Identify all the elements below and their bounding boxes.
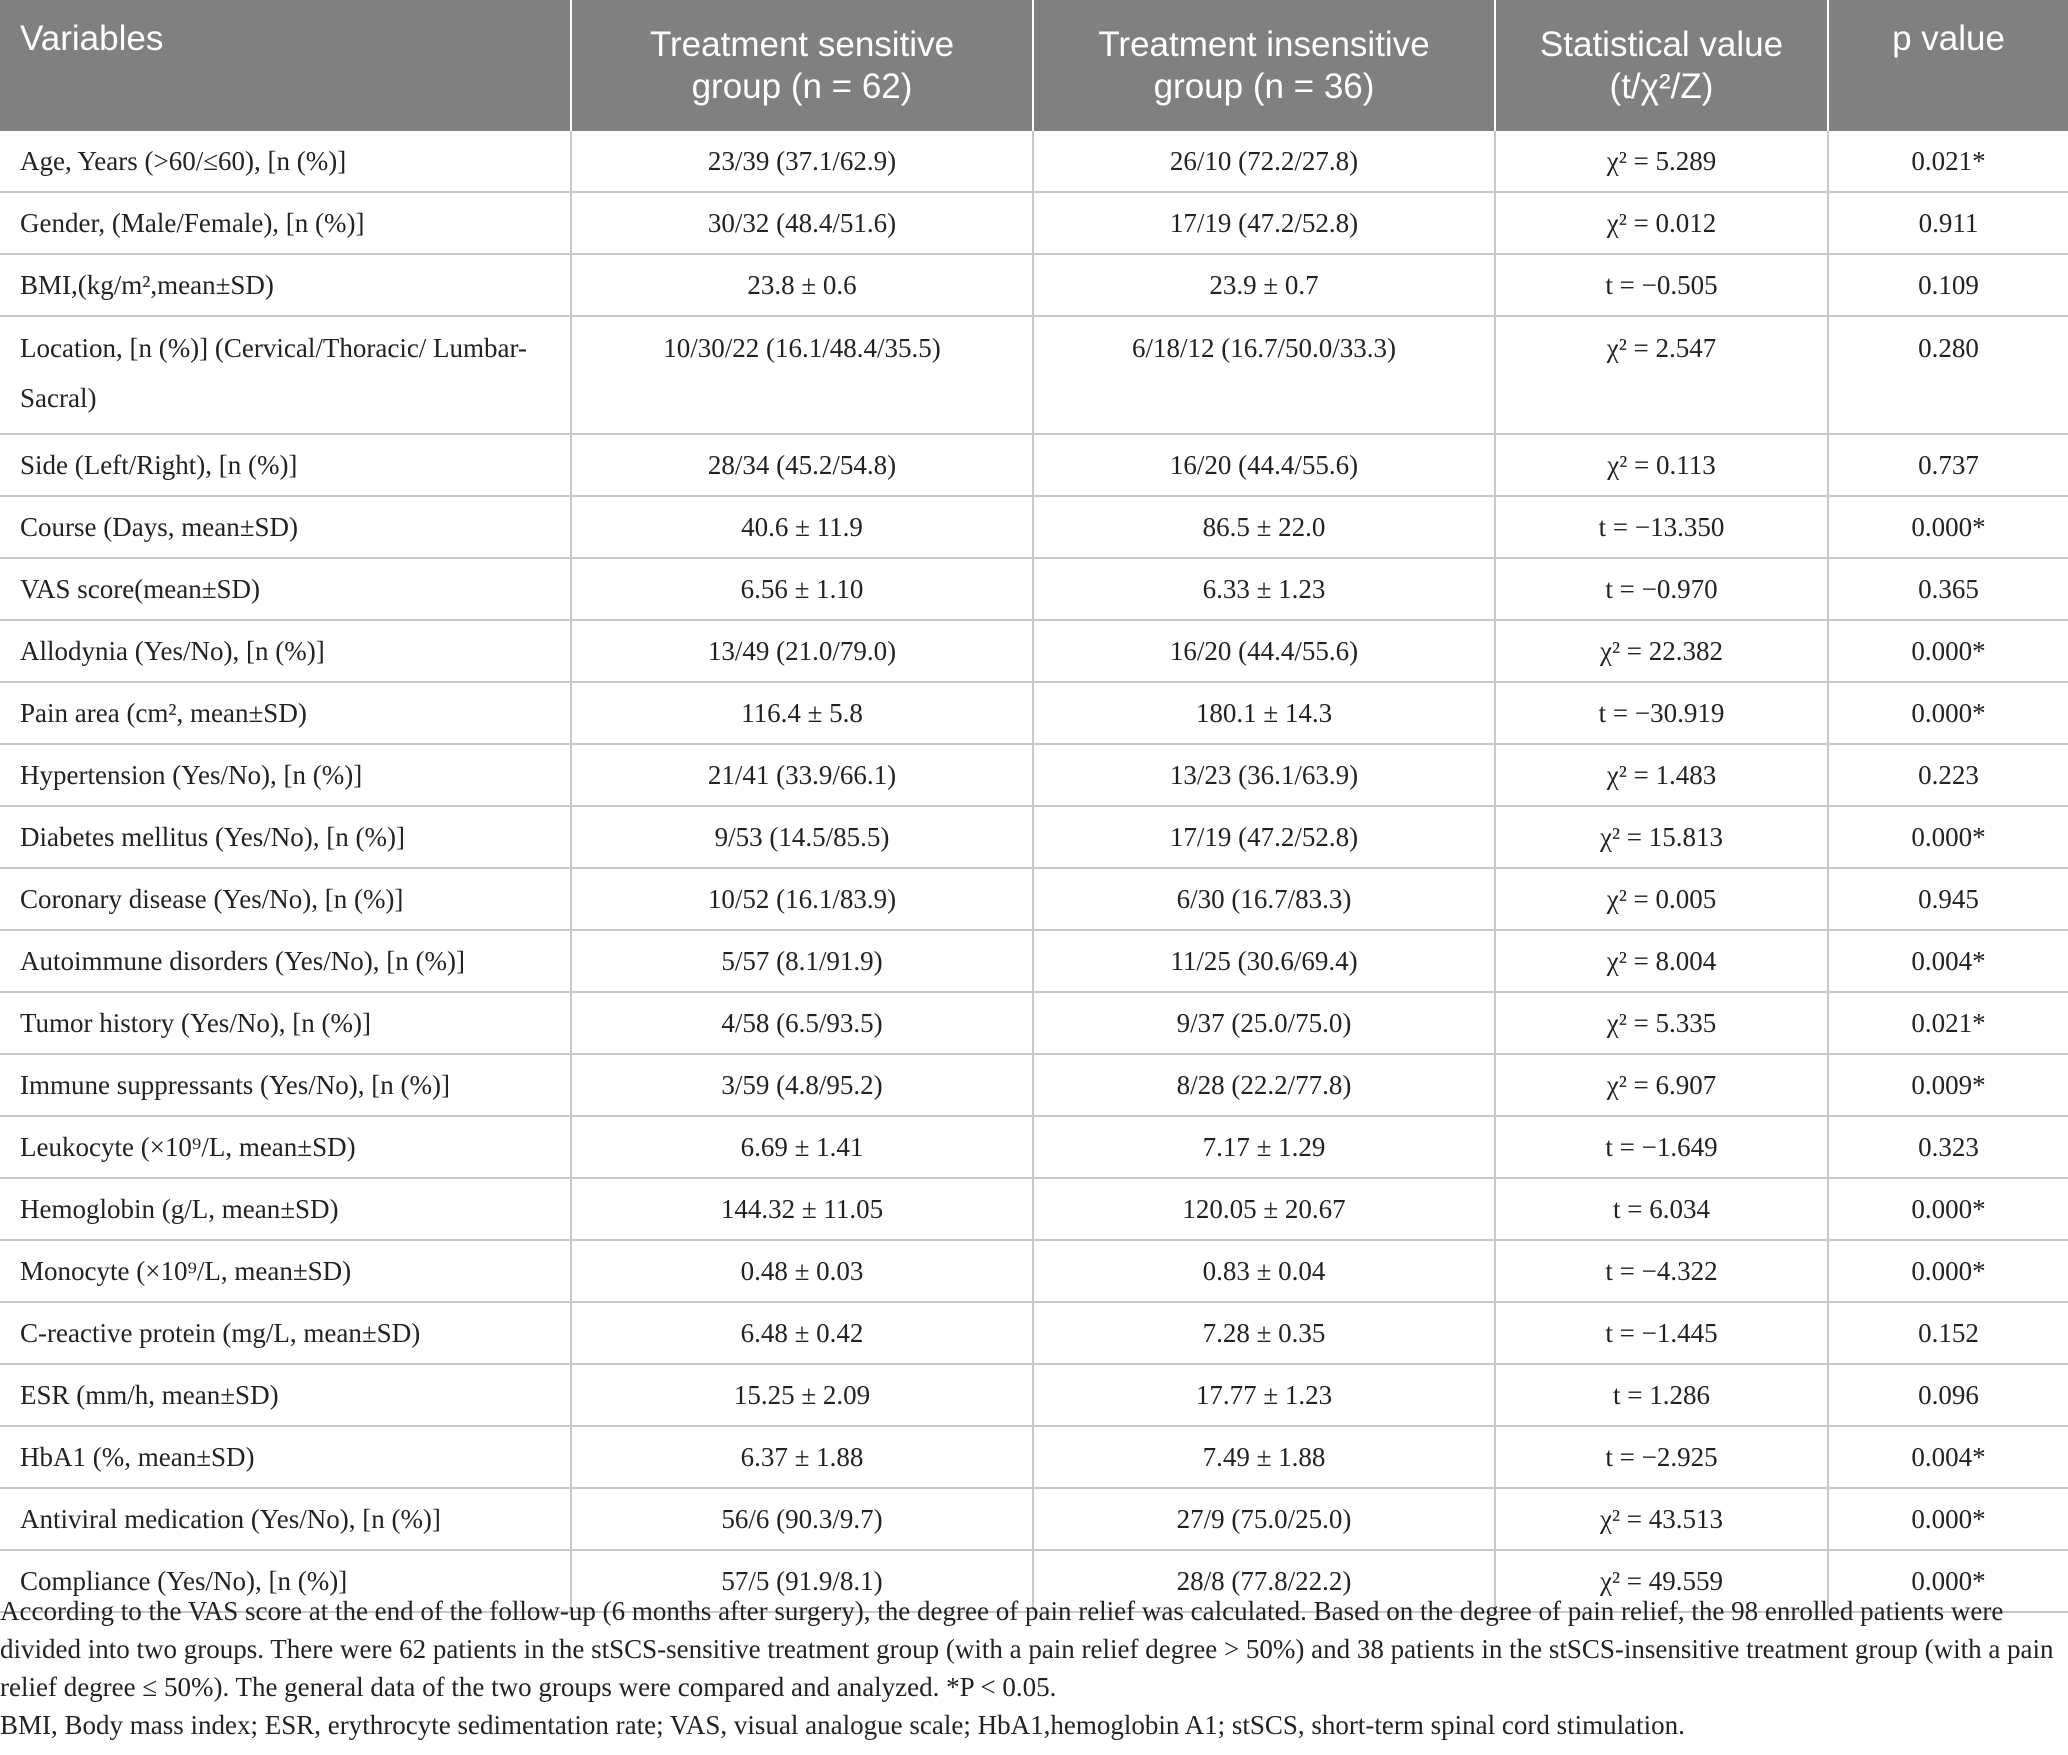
table-footnote — [0, 1592, 2058, 1744]
header-sensitive-group: Treatment sensitive group (n = 62) — [571, 0, 1033, 131]
table-row — [0, 1240, 2068, 1302]
cell-statistic: χ² = 0.012 — [1495, 192, 1828, 254]
cell-sensitive: 6.48 ± 0.42 — [571, 1302, 1033, 1364]
cell-insensitive: 9/37 (25.0/75.0) — [1033, 992, 1495, 1054]
cell-variable: Side (Left/Right), [n (%)] — [0, 434, 571, 496]
cell-p-value: 0.911 — [1828, 192, 2068, 254]
cell-insensitive: 11/25 (30.6/69.4) — [1033, 930, 1495, 992]
footnote-abbreviations: BMI, Body mass index; ESR, erythrocyte sedimentation rate; VAS, visual analogue scale; HbA1,hemoglobin A1; stSCS, short-term spinal cord stimulation. — [0, 1710, 1685, 1740]
cell-p-value: 0.096 — [1828, 1364, 2068, 1426]
cell-statistic: t = −2.925 — [1495, 1426, 1828, 1488]
cell-variable: Gender, (Male/Female), [n (%)] — [0, 192, 571, 254]
cell-variable: Location, [n (%)] (Cervical/Thoracic/ Lumbar-Sacral) — [0, 316, 571, 434]
cell-p-value: 0.004* — [1828, 1426, 2068, 1488]
cell-p-value: 0.009* — [1828, 1054, 2068, 1116]
cell-p-value: 0.021* — [1828, 131, 2068, 192]
cell-statistic: χ² = 5.335 — [1495, 992, 1828, 1054]
cell-sensitive: 3/59 (4.8/95.2) — [571, 1054, 1033, 1116]
cell-sensitive: 10/52 (16.1/83.9) — [571, 868, 1033, 930]
cell-insensitive: 17/19 (47.2/52.8) — [1033, 806, 1495, 868]
cell-insensitive: 180.1 ± 14.3 — [1033, 682, 1495, 744]
cell-sensitive: 4/58 (6.5/93.5) — [571, 992, 1033, 1054]
cell-variable: Antiviral medication (Yes/No), [n (%)] — [0, 1488, 571, 1550]
table-row — [0, 868, 2068, 930]
cell-variable: ESR (mm/h, mean±SD) — [0, 1364, 571, 1426]
table-row — [0, 1488, 2068, 1550]
cell-p-value: 0.004* — [1828, 930, 2068, 992]
cell-variable: Immune suppressants (Yes/No), [n (%)] — [0, 1054, 571, 1116]
table-body — [0, 131, 2068, 1612]
table-row — [0, 620, 2068, 682]
cell-insensitive: 86.5 ± 22.0 — [1033, 496, 1495, 558]
cell-sensitive: 23/39 (37.1/62.9) — [571, 131, 1033, 192]
cell-variable: Tumor history (Yes/No), [n (%)] — [0, 992, 571, 1054]
table-row — [0, 1054, 2068, 1116]
cell-statistic: χ² = 22.382 — [1495, 620, 1828, 682]
cell-variable: Course (Days, mean±SD) — [0, 496, 571, 558]
cell-insensitive: 7.17 ± 1.29 — [1033, 1116, 1495, 1178]
header-insensitive-group: Treatment insensitive group (n = 36) — [1033, 0, 1495, 131]
footnote-note: According to the VAS score at the end of the follow-up (6 months after surgery), the degree of pain relief was calculated. Based on the degree of pain relief, the 98 enrolled patients were divided into two groups. There were 62 patients in the stSCS-sensitive treatment group (with a pain relief degree > 50%) and 38 patients in the stSCS-insensitive treatment group (with a pain relief degree ≤ 50%). The general data of the two groups were compared and analyzed. *P < 0.05. — [0, 1596, 2054, 1702]
cell-variable: VAS score(mean±SD) — [0, 558, 571, 620]
cell-statistic: χ² = 49.559 — [1495, 1550, 1828, 1612]
cell-insensitive: 27/9 (75.0/25.0) — [1033, 1488, 1495, 1550]
cell-variable: HbA1 (%, mean±SD) — [0, 1426, 571, 1488]
cell-variable: Diabetes mellitus (Yes/No), [n (%)] — [0, 806, 571, 868]
cell-insensitive: 0.83 ± 0.04 — [1033, 1240, 1495, 1302]
cell-sensitive: 57/5 (91.9/8.1) — [571, 1550, 1033, 1612]
table-row — [0, 1178, 2068, 1240]
cell-statistic: χ² = 15.813 — [1495, 806, 1828, 868]
cell-p-value: 0.000* — [1828, 620, 2068, 682]
cell-sensitive: 6.69 ± 1.41 — [571, 1116, 1033, 1178]
table-row — [0, 1116, 2068, 1178]
cell-sensitive: 15.25 ± 2.09 — [571, 1364, 1033, 1426]
cell-p-value: 0.000* — [1828, 496, 2068, 558]
cell-insensitive: 17.77 ± 1.23 — [1033, 1364, 1495, 1426]
cell-variable: Monocyte (×10⁹/L, mean±SD) — [0, 1240, 571, 1302]
cell-sensitive: 28/34 (45.2/54.8) — [571, 434, 1033, 496]
cell-sensitive: 0.48 ± 0.03 — [571, 1240, 1033, 1302]
cell-insensitive: 17/19 (47.2/52.8) — [1033, 192, 1495, 254]
table-row — [0, 1364, 2068, 1426]
cell-statistic: χ² = 1.483 — [1495, 744, 1828, 806]
cell-sensitive: 23.8 ± 0.6 — [571, 254, 1033, 316]
cell-sensitive: 13/49 (21.0/79.0) — [571, 620, 1033, 682]
cell-statistic: χ² = 0.113 — [1495, 434, 1828, 496]
table-row — [0, 1426, 2068, 1488]
cell-statistic: t = −4.322 — [1495, 1240, 1828, 1302]
cell-sensitive: 40.6 ± 11.9 — [571, 496, 1033, 558]
cell-variable: Leukocyte (×10⁹/L, mean±SD) — [0, 1116, 571, 1178]
cell-variable: Age, Years (>60/≤60), [n (%)] — [0, 131, 571, 192]
table-row — [0, 131, 2068, 192]
cell-p-value: 0.000* — [1828, 1488, 2068, 1550]
table-row — [0, 316, 2068, 434]
cell-p-value: 0.021* — [1828, 992, 2068, 1054]
table-row — [0, 254, 2068, 316]
cell-sensitive: 56/6 (90.3/9.7) — [571, 1488, 1033, 1550]
cell-p-value: 0.000* — [1828, 1240, 2068, 1302]
table-row — [0, 806, 2068, 868]
cell-sensitive: 30/32 (48.4/51.6) — [571, 192, 1033, 254]
cell-statistic: t = −30.919 — [1495, 682, 1828, 744]
cell-insensitive: 26/10 (72.2/27.8) — [1033, 131, 1495, 192]
cell-p-value: 0.000* — [1828, 1550, 2068, 1612]
cell-p-value: 0.000* — [1828, 806, 2068, 868]
table-header-row — [0, 0, 2068, 131]
cell-insensitive: 16/20 (44.4/55.6) — [1033, 434, 1495, 496]
cell-insensitive: 16/20 (44.4/55.6) — [1033, 620, 1495, 682]
table-row — [0, 192, 2068, 254]
cell-statistic: t = 1.286 — [1495, 1364, 1828, 1426]
cell-insensitive: 8/28 (22.2/77.8) — [1033, 1054, 1495, 1116]
cell-p-value: 0.365 — [1828, 558, 2068, 620]
cell-statistic: t = 6.034 — [1495, 1178, 1828, 1240]
cell-insensitive: 6.33 ± 1.23 — [1033, 558, 1495, 620]
cell-statistic: t = −1.649 — [1495, 1116, 1828, 1178]
cell-p-value: 0.000* — [1828, 682, 2068, 744]
table-row — [0, 558, 2068, 620]
cell-sensitive: 9/53 (14.5/85.5) — [571, 806, 1033, 868]
cell-insensitive: 6/30 (16.7/83.3) — [1033, 868, 1495, 930]
cell-p-value: 0.109 — [1828, 254, 2068, 316]
cell-insensitive: 7.28 ± 0.35 — [1033, 1302, 1495, 1364]
cell-p-value: 0.000* — [1828, 1178, 2068, 1240]
cell-statistic: χ² = 2.547 — [1495, 316, 1828, 434]
cell-sensitive: 144.32 ± 11.05 — [571, 1178, 1033, 1240]
table-row — [0, 744, 2068, 806]
cell-variable: Autoimmune disorders (Yes/No), [n (%)] — [0, 930, 571, 992]
cell-variable: Pain area (cm², mean±SD) — [0, 682, 571, 744]
cell-variable: Hemoglobin (g/L, mean±SD) — [0, 1178, 571, 1240]
cell-statistic: χ² = 8.004 — [1495, 930, 1828, 992]
cell-sensitive: 6.37 ± 1.88 — [571, 1426, 1033, 1488]
cell-statistic: χ² = 0.005 — [1495, 868, 1828, 930]
cell-insensitive: 13/23 (36.1/63.9) — [1033, 744, 1495, 806]
cell-variable: Compliance (Yes/No), [n (%)] — [0, 1550, 571, 1612]
cell-sensitive: 6.56 ± 1.10 — [571, 558, 1033, 620]
cell-statistic: χ² = 5.289 — [1495, 131, 1828, 192]
cell-statistic: t = −0.505 — [1495, 254, 1828, 316]
header-statistical-value: Statistical value (t/χ²/Z) — [1495, 0, 1828, 131]
cell-insensitive: 23.9 ± 0.7 — [1033, 254, 1495, 316]
cell-insensitive: 6/18/12 (16.7/50.0/33.3) — [1033, 316, 1495, 434]
header-p-value: p value — [1828, 0, 2068, 131]
table-row — [0, 682, 2068, 744]
cell-p-value: 0.737 — [1828, 434, 2068, 496]
cell-insensitive: 28/8 (77.8/22.2) — [1033, 1550, 1495, 1612]
header-variables: Variables — [0, 0, 571, 131]
cell-sensitive: 21/41 (33.9/66.1) — [571, 744, 1033, 806]
cell-p-value: 0.152 — [1828, 1302, 2068, 1364]
cell-variable: Hypertension (Yes/No), [n (%)] — [0, 744, 571, 806]
cell-p-value: 0.945 — [1828, 868, 2068, 930]
cell-statistic: χ² = 6.907 — [1495, 1054, 1828, 1116]
cell-sensitive: 5/57 (8.1/91.9) — [571, 930, 1033, 992]
cell-sensitive: 10/30/22 (16.1/48.4/35.5) — [571, 316, 1033, 434]
cell-p-value: 0.323 — [1828, 1116, 2068, 1178]
cell-variable: BMI,(kg/m²,mean±SD) — [0, 254, 571, 316]
cell-variable: Allodynia (Yes/No), [n (%)] — [0, 620, 571, 682]
cell-statistic: t = −1.445 — [1495, 1302, 1828, 1364]
table-row — [0, 992, 2068, 1054]
table-row — [0, 434, 2068, 496]
cell-variable: C-reactive protein (mg/L, mean±SD) — [0, 1302, 571, 1364]
table-row — [0, 1302, 2068, 1364]
table-row — [0, 496, 2068, 558]
cell-statistic: t = −13.350 — [1495, 496, 1828, 558]
cell-statistic: χ² = 43.513 — [1495, 1488, 1828, 1550]
cell-insensitive: 120.05 ± 20.67 — [1033, 1178, 1495, 1240]
cell-statistic: t = −0.970 — [1495, 558, 1828, 620]
cell-p-value: 0.223 — [1828, 744, 2068, 806]
cell-insensitive: 7.49 ± 1.88 — [1033, 1426, 1495, 1488]
table-row — [0, 930, 2068, 992]
cell-p-value: 0.280 — [1828, 316, 2068, 434]
cell-variable: Coronary disease (Yes/No), [n (%)] — [0, 868, 571, 930]
cell-sensitive: 116.4 ± 5.8 — [571, 682, 1033, 744]
